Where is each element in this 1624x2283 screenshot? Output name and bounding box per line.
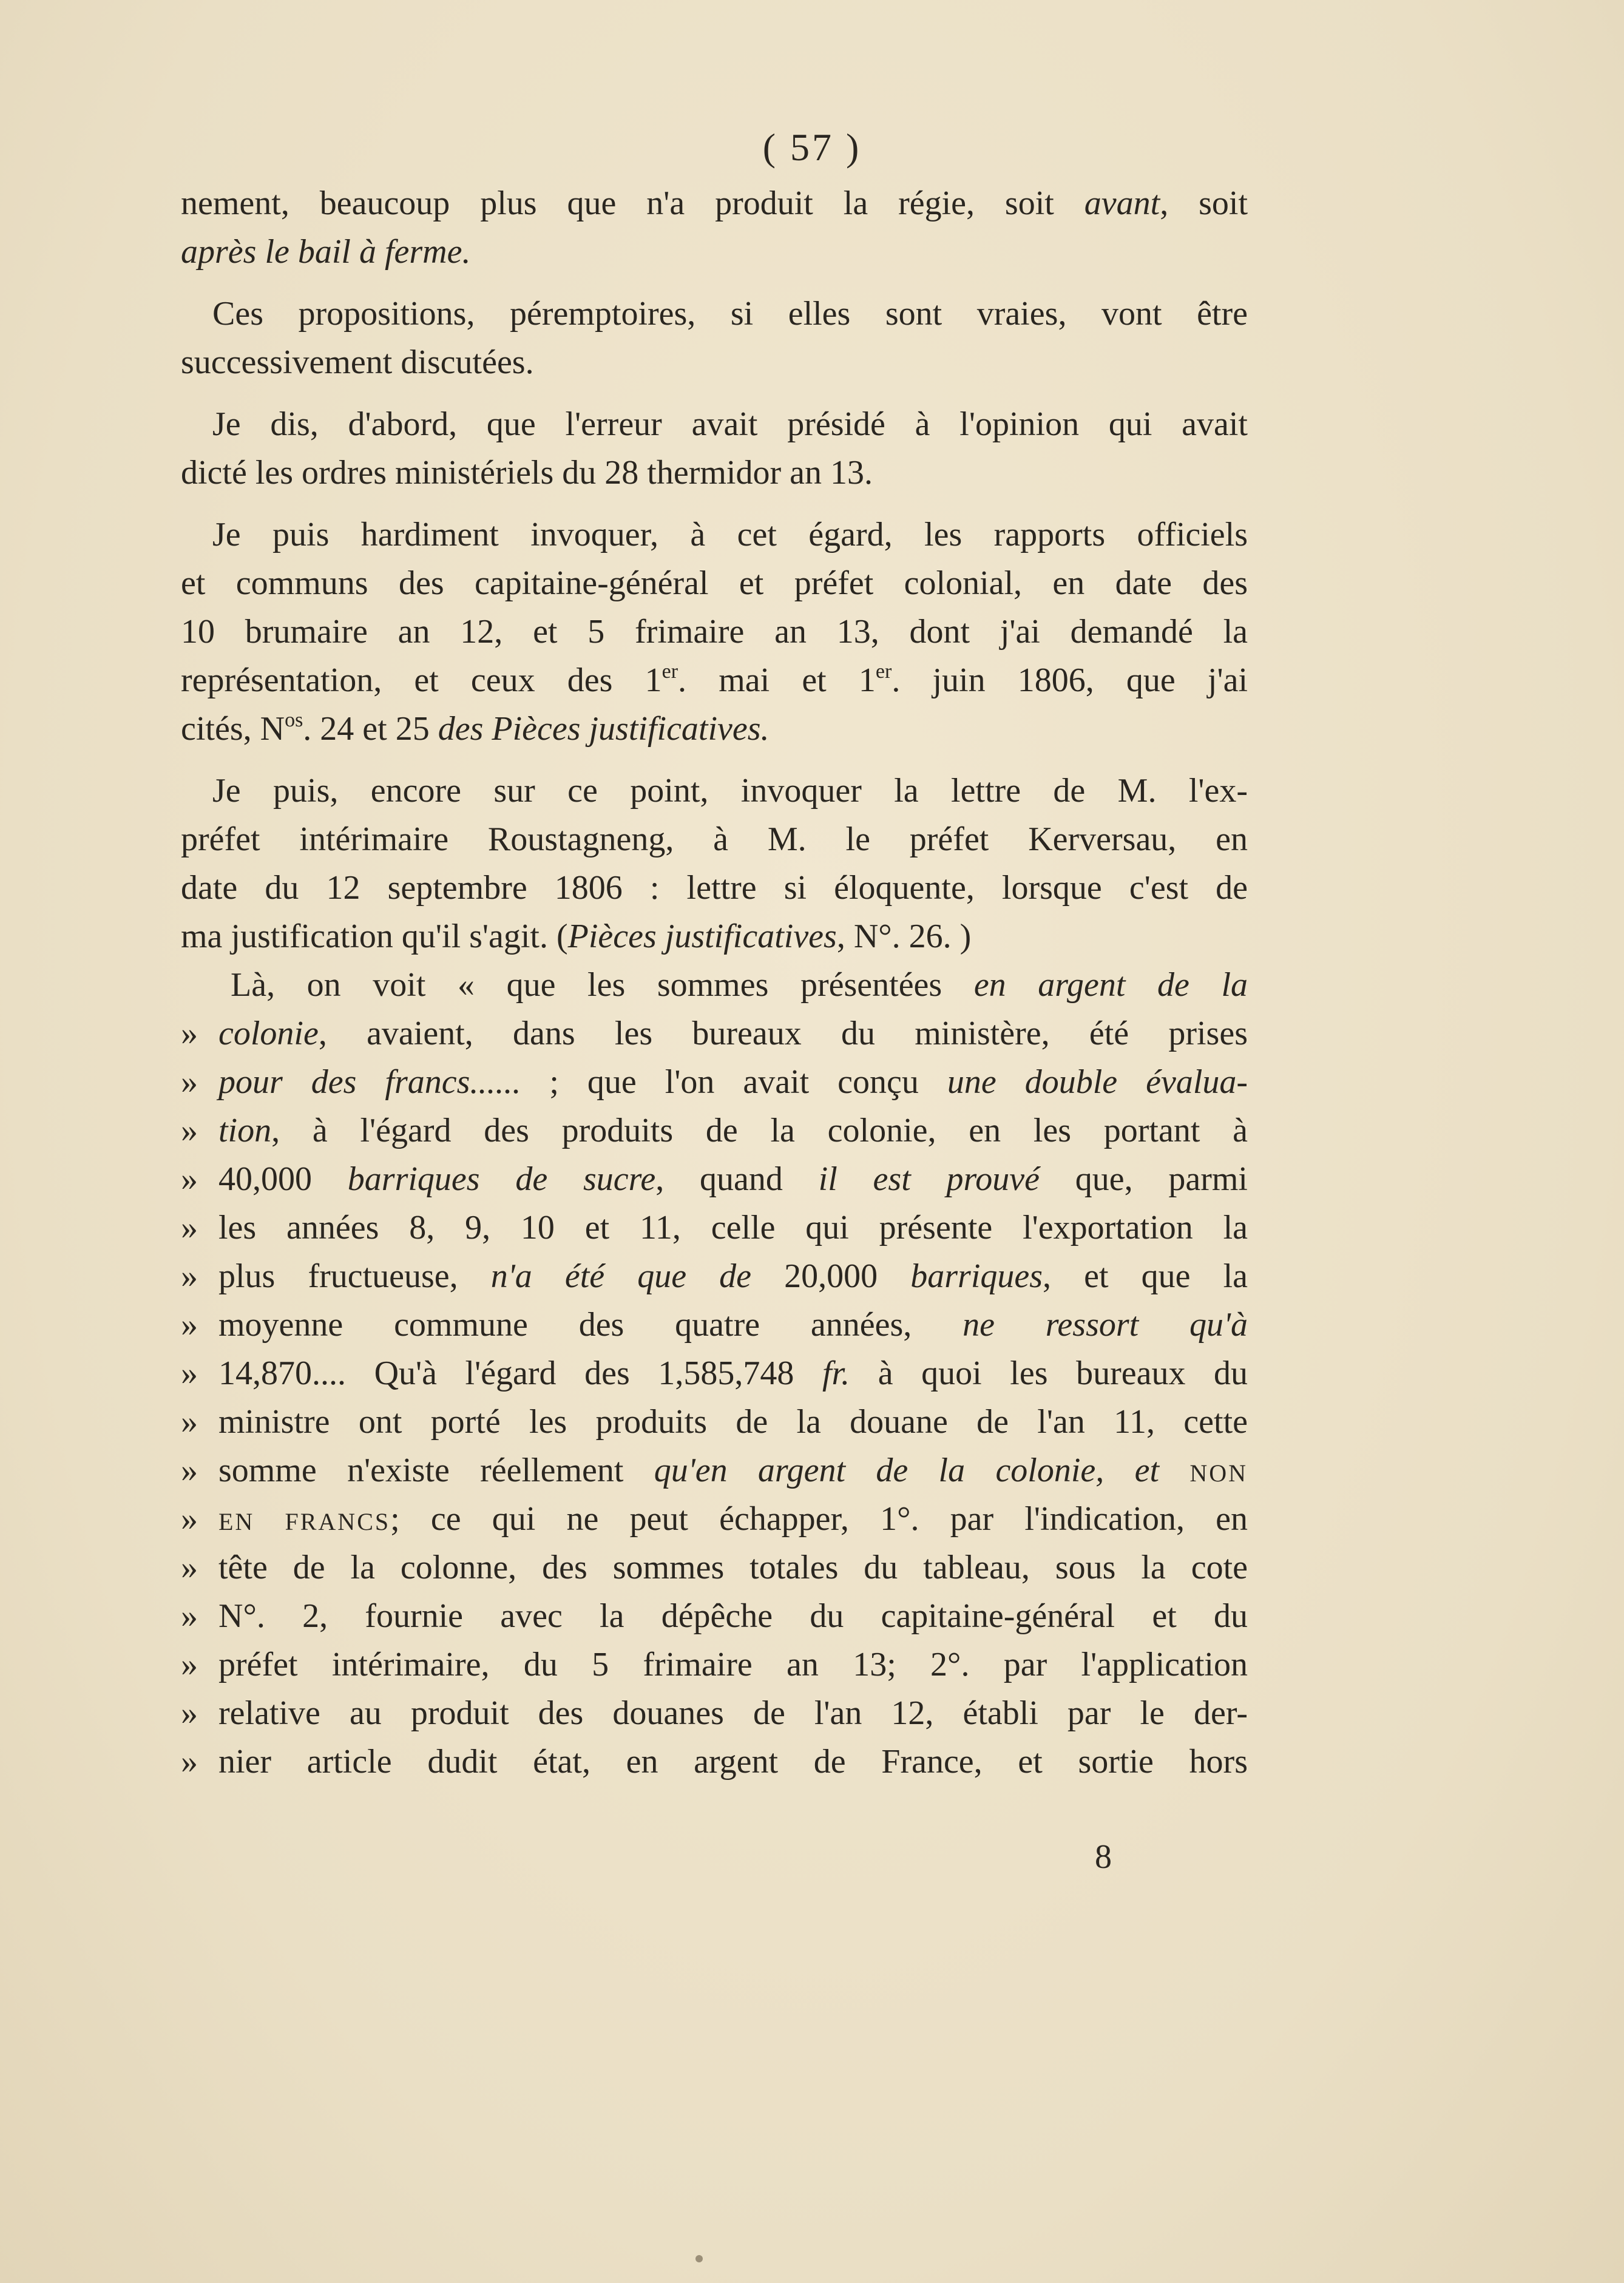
paragraph-gap (181, 387, 1248, 400)
text-line: Là, on voit « que les sommes présentées en argent de la (231, 966, 1248, 1004)
body-text (181, 179, 1248, 1786)
text-line: Je puis hardiment invoquer, à cet égard, les rapports officiels (212, 516, 1248, 553)
page-number: ( 57 ) (762, 126, 862, 169)
text-line: et communs des capitaine-général et préfet colonial, en date des (181, 564, 1248, 602)
text-line: Ces propositions, péremptoires, si elles sont vraies, vont être (212, 295, 1248, 333)
paragraph-gap (181, 276, 1248, 289)
text-line: » relative au produit des douanes de l'an 12, établi par le der- (181, 1694, 1248, 1732)
text-line: » 14,870.... Qu'à l'égard des 1,585,748 fr. à quoi les bureaux du (181, 1355, 1248, 1392)
text-line: » somme n'existe réellement qu'en argent de la colonie, et NON (181, 1452, 1248, 1489)
paper-speck (695, 2255, 703, 2262)
text-line: dicté les ordres ministériels du 28 thermidor an 13. (181, 454, 873, 492)
text-line: » les années 8, 9, 10 et 11, celle qui présente l'exportation la (181, 1209, 1248, 1246)
text-line: » N°. 2, fournie avec la dépêche du capitaine-général et du (181, 1597, 1248, 1635)
text-line: » 40,000 barriques de sucre, quand il est prouvé que, parmi (181, 1160, 1248, 1198)
text-line: » tion, à l'égard des produits de la colonie, en les portant à (181, 1112, 1248, 1149)
text-line: » ministre ont porté les produits de la douane de l'an 11, cette (181, 1403, 1248, 1441)
text-line: » moyenne commune des quatre années, ne ressort qu'à (181, 1306, 1248, 1344)
paragraph-gap (181, 497, 1248, 510)
paragraph-gap (181, 753, 1248, 766)
signature-mark: 8 (1095, 1838, 1112, 1876)
text-line: » pour des francs...... ; que l'on avait conçu une double évalua- (181, 1063, 1248, 1101)
text-line: » préfet intérimaire, du 5 frimaire an 13; 2°. par l'application (181, 1646, 1248, 1683)
text-line: Je puis, encore sur ce point, invoquer la lettre de M. l'ex- (212, 772, 1248, 810)
text-line: » tête de la colonne, des sommes totales du tableau, sous la cote (181, 1549, 1248, 1586)
text-line: » plus fructueuse, n'a été que de 20,000 barriques, et que la (181, 1257, 1248, 1295)
text-line: 10 brumaire an 12, et 5 frimaire an 13, dont j'ai demandé la (181, 613, 1248, 651)
text-line: » nier article dudit état, en argent de France, et sortie hors (181, 1743, 1248, 1781)
text-line: nement, beaucoup plus que n'a produit la régie, soit avant, soit (181, 184, 1248, 222)
text-line: » EN FRANCS; ce qui ne peut échapper, 1°. par l'indication, en (181, 1500, 1248, 1538)
text-line: cités, $N^{os}$. 24 et 25 des Pièces justificatives. (181, 709, 770, 748)
text-line: ma justification qu'il s'agit. (Pièces justificatives, N°. 26. ) (181, 918, 972, 955)
text-line: préfet intérimaire Roustagneng, à M. le préfet Kerversau, en (181, 820, 1248, 858)
text-line: après le bail à ferme. (181, 233, 471, 271)
text-line: successivement discutées. (181, 343, 534, 381)
text-line: représentation, et ceux des 1er. mai et 1er. juin 1806, que j'ai (181, 660, 1248, 699)
text-line: » colonie, avaient, dans les bureaux du ministère, été prises (181, 1015, 1248, 1052)
text-line: date du 12 septembre 1806 : lettre si éloquente, lorsque c'est de (181, 869, 1248, 907)
text-line: Je dis, d'abord, que l'erreur avait présidé à l'opinion qui avait (212, 405, 1248, 443)
